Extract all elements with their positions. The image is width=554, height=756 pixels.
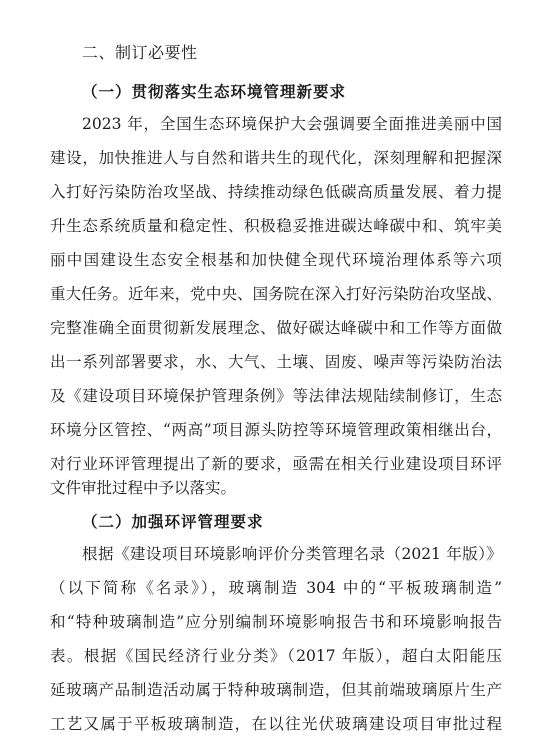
section-heading: 二、制订必要性 (82, 43, 198, 62)
paragraph-line: 对行业环评管理提出了新的要求，亟需在相关行业建设项目环评 (50, 455, 502, 473)
paragraph-line: 升生态系统质量和稳定性、积极稳妥推进碳达峰碳中和、筑牢美 (50, 217, 502, 235)
subsection-1-title: （一）贯彻落实生态环境管理新要求 (82, 83, 347, 101)
paragraph-line: 重大任务。近年来，党中央、国务院在深入打好污染防治攻坚战、 (50, 285, 502, 303)
paragraph-line: 2023 年，全国生态环境保护大会强调要全面推进美丽中国 (82, 115, 502, 133)
paragraph-line: 完整准确全面贯彻新发展理念、做好碳达峰碳中和工作等方面做 (50, 319, 502, 337)
subsection-2-title: （二）加强环评管理要求 (82, 513, 264, 531)
paragraph-line: 文件审批过程中予以落实。 (50, 479, 237, 497)
paragraph-line: 丽中国建设生态安全根基和加快健全现代环境治理体系等六项 (50, 251, 502, 269)
paragraph-line: 工艺又属于平板玻璃制造，在以往光伏玻璃建设项目审批过程 (50, 715, 502, 733)
paragraph-line: 出一系列部署要求，水、大气、土壤、固废、噪声等污染防治法 (50, 353, 502, 371)
paragraph-line: （以下简称《名录》），玻璃制造 304 中的“平板玻璃制造” (50, 579, 502, 597)
paragraph-line: 根据《建设项目环境影响评价分类管理名录（2021 年版）》 (82, 545, 502, 563)
paragraph-line: 入打好污染防治攻坚战、持续推动绿色低碳高质量发展、着力提 (50, 183, 502, 201)
paragraph-line: 延玻璃产品制造活动属于特种玻璃制造，但其前端玻璃原片生产 (50, 681, 502, 699)
paragraph-line: 和“特种玻璃制造”应分别编制环境影响报告书和环境影响报告 (50, 613, 502, 631)
paragraph-line: 建设，加快推进人与自然和谐共生的现代化，深刻理解和把握深 (50, 149, 502, 167)
paragraph-line: 环境分区管控、“两高”项目源头防控等环境管理政策相继出台， (50, 421, 502, 439)
paragraph-line: 表。根据《国民经济行业分类》（2017 年版），超白太阳能压 (50, 647, 502, 665)
paragraph-line: 及《建设项目环境保护管理条例》等法律法规陆续制修订，生态 (50, 387, 502, 405)
